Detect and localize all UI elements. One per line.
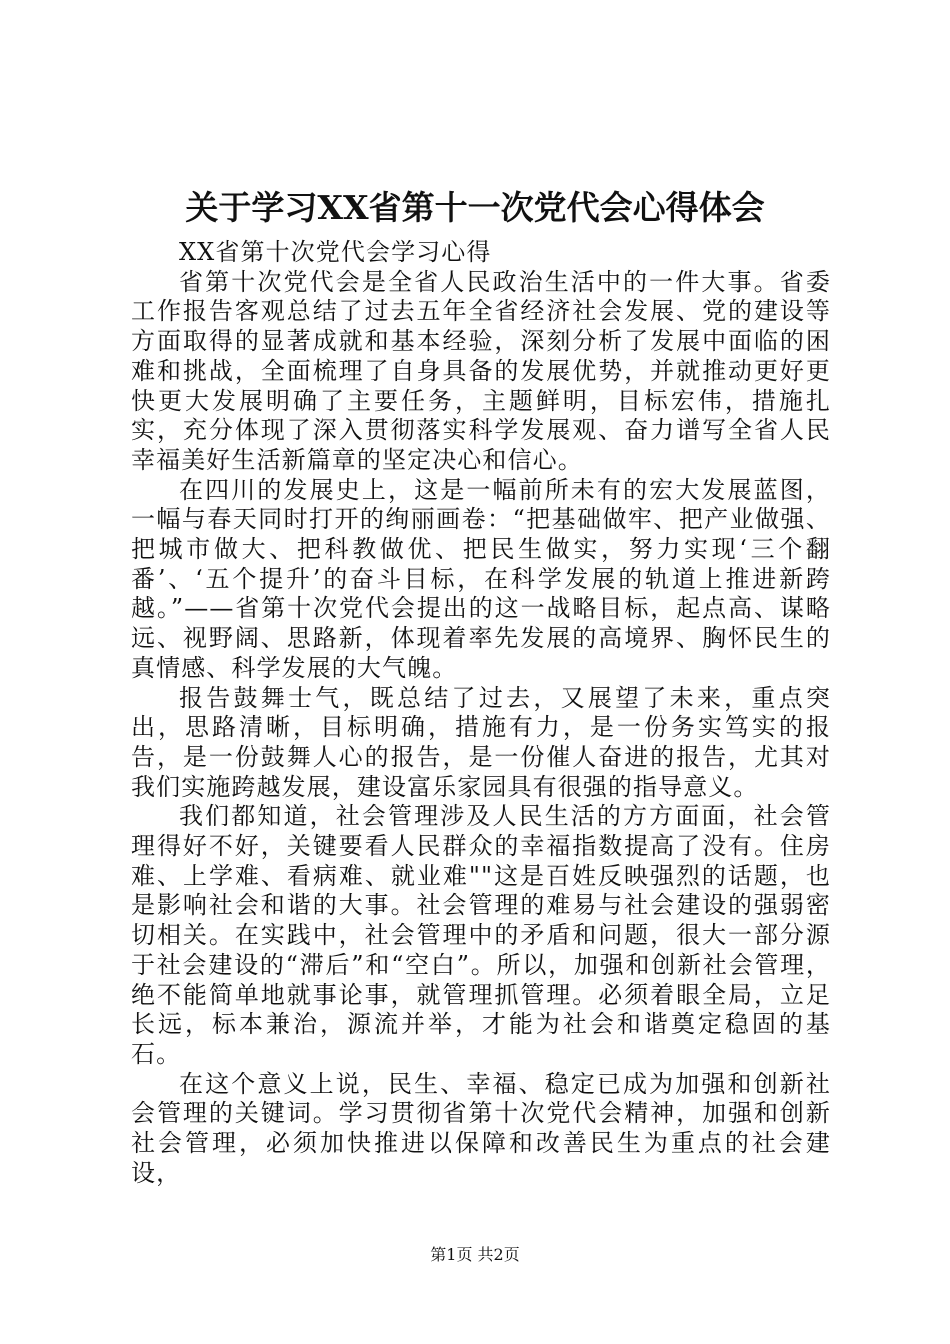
- document-title: 关于学习XX省第十一次党代会心得体会: [185, 188, 765, 227]
- document-subtitle: XX省第十次党代会学习心得: [179, 238, 492, 266]
- page-number-footer: 第1页 共2页: [430, 1245, 520, 1264]
- paragraph: 我们都知道，社会管理涉及人民生活的方方面面，社会管理得好不好，关键要看人民群众的幸福指数提高了没有。住房难、上学难、看病难、就业难""这是百姓反映强烈的话题，也是影响社会和谐的大事。社会管理的难易与社会建设的强弱密切相关。在实践中，社会管理中的矛盾和问题，很大一部分源于社会建设的“滞后”和“空白”。所以，加强和创新社会管理，绝不能简单地就事论事，就管理抓管理。必须着眼全局，立足长远，标本兼治，源流并举，才能为社会和谐奠定稳固的基石。: [131, 802, 831, 1068]
- document-body: [131, 238, 831, 1189]
- paragraph: 在四川的发展史上，这是一幅前所未有的宏大发展蓝图，一幅与春天同时打开的绚丽画卷：“把基础做牢、把产业做强、把城市做大、把科教做优、把民生做实，努力实现‘三个翻番’、‘五个提升’的奋斗目标，在科学发展的轨道上推进新跨越。”——省第十次党代会提出的这一战略目标，起点高、谋略远、视野阔、思路新，体现着率先发展的高境界、胸怀民生的真情感、科学发展的大气魄。: [131, 475, 831, 682]
- paragraph: 报告鼓舞士气，既总结了过去，又展望了未来，重点突出，思路清晰，目标明确，措施有力，是一份务实笃实的报告，是一份鼓舞人心的报告，是一份催人奋进的报告，尤其对我们实施跨越发展，建设富乐家园具有很强的指导意义。: [131, 683, 831, 801]
- paragraph: 在这个意义上说，民生、幸福、稳定已成为加强和创新社会管理的关键词。学习贯彻省第十次党代会精神，加强和创新社会管理，必须加快推进以保障和改善民生为重点的社会建设，: [131, 1069, 831, 1187]
- paragraph: 省第十次党代会是全省人民政治生活中的一件大事。省委工作报告客观总结了过去五年全省经济社会发展、党的建设等方面取得的显著成就和基本经验，深刻分析了发展中面临的困难和挑战，全面梳理了自身具备的发展优势，并就推动更好更快更大发展明确了主要任务，主题鲜明，目标宏伟，措施扎实，充分体现了深入贯彻落实科学发展观、奋力谱写全省人民幸福美好生活新篇章的坚定决心和信心。: [131, 267, 831, 474]
